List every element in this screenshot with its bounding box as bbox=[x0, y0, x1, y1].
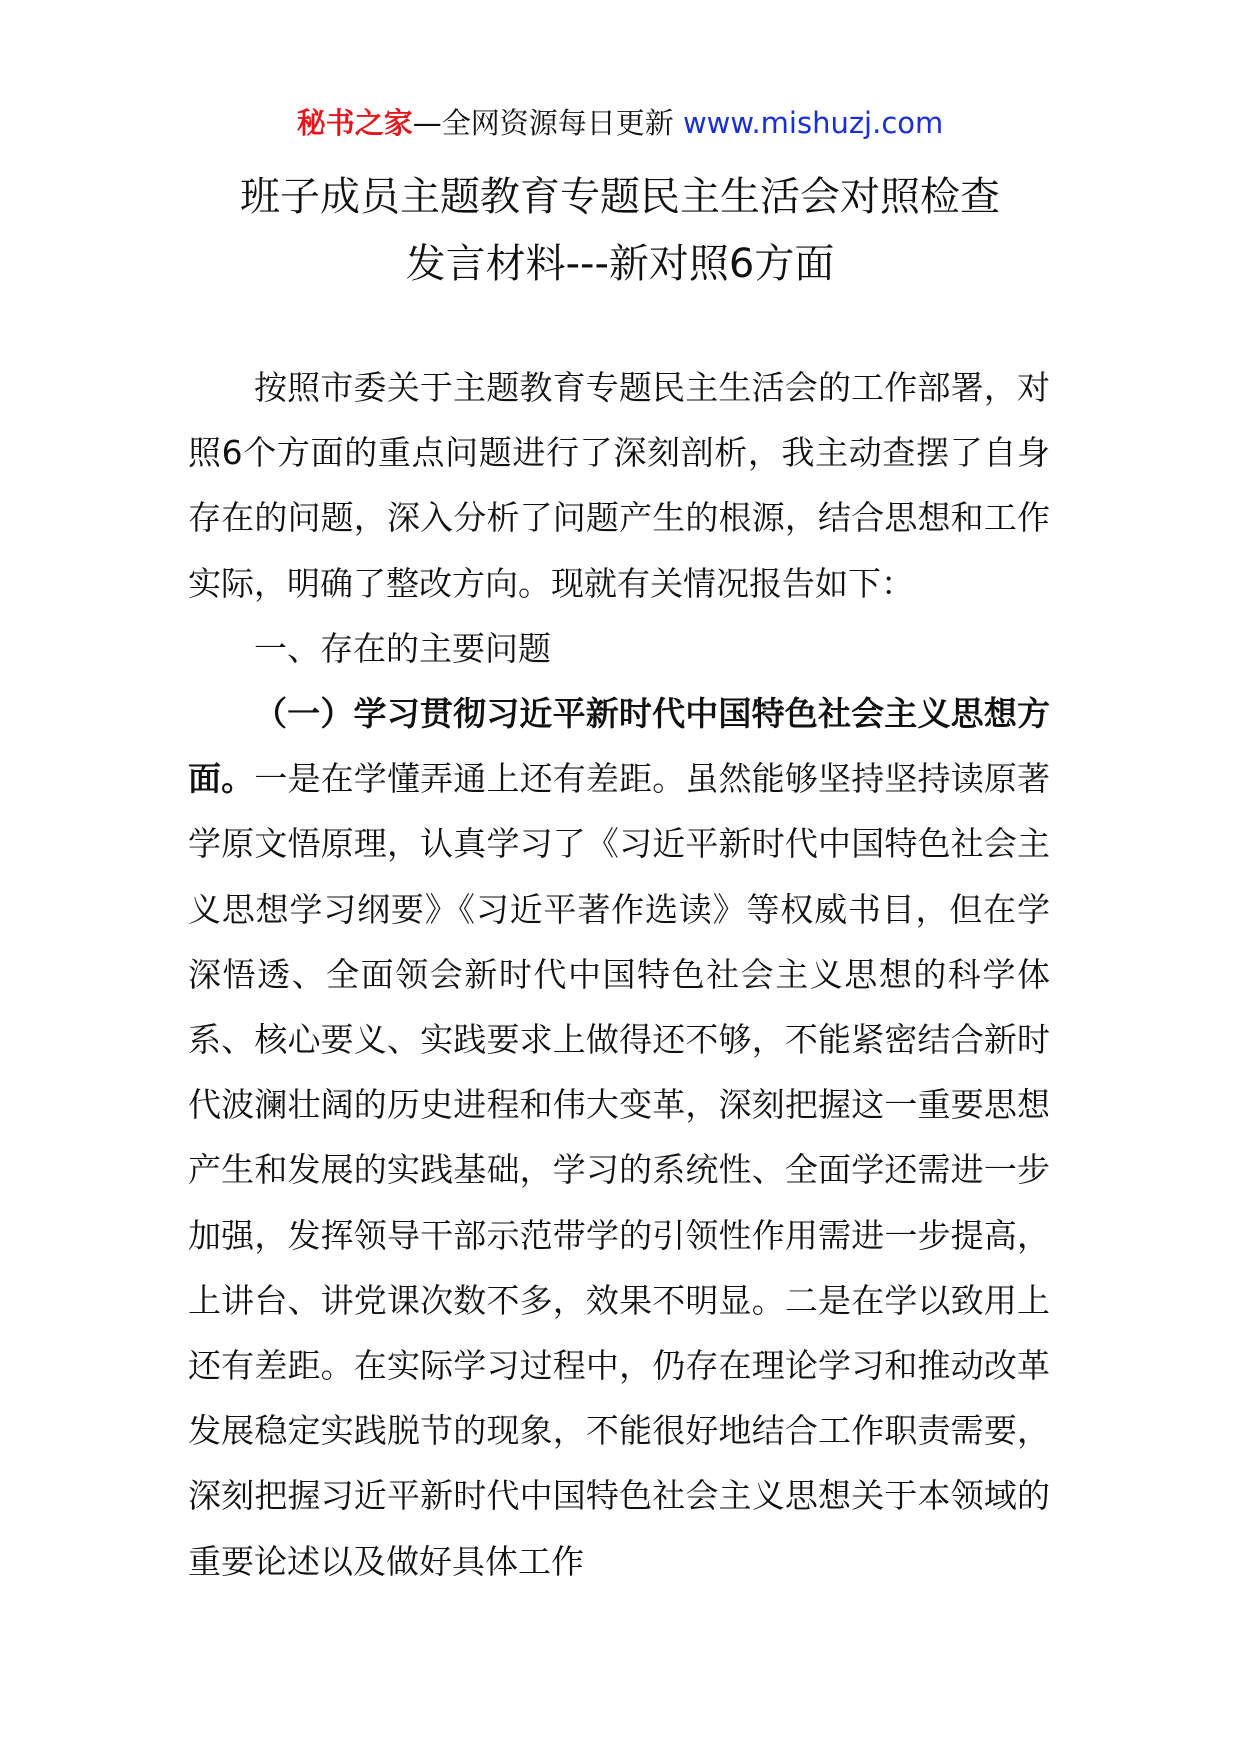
subsection-heading: （一）学习贯彻习近平新时代中国特色社会主义思想方面。 bbox=[188, 694, 1050, 799]
subsection-paragraph bbox=[188, 681, 1050, 1594]
title-line-2: 发言材料---新对照6方面 bbox=[405, 241, 835, 287]
document-title bbox=[0, 164, 1240, 298]
subsection-text: 一是在学懂弄通上还有差距。虽然能够坚持坚持读原著学原文悟原理，认真学习了《习近平新时代中国特色社会主义思想学习纲要》《习近平著作选读》等权威书目，但在学深悟透、全面领会新时代中国特色社会主义思想的科学体系、核心要义、实践要求上做得还不够，不能紧密结合新时代波澜壮阔的历史进程和伟大变革，深刻把握这一重要思想产生和发展的实践基础，学习的系统性、全面学还需进一步加强，发挥领导干部示范带学的引领性作用需进一步提高，上讲台、讲党课次数不多，效果不明显。二是在学以致用上还有差距。在实际学习过程中，仍存在理论学习和推动改革发展稳定实践脱节的现象，不能很好地结合工作职责需要，深刻把握习近平新时代中国特色社会主义思想关于本领域的重要论述以及做好具体工作 bbox=[188, 759, 1051, 1581]
section-heading: 一、存在的主要问题 bbox=[254, 628, 551, 668]
site-header bbox=[0, 100, 1240, 146]
header-tagline: —全网资源每日更新 bbox=[412, 106, 683, 140]
intro-paragraph: 按照市委关于主题教育专题民主生活会的工作部署，对照6个方面的重点问题进行了深刻剖析，我主动查摆了自身存在的问题，深入分析了问题产生的根源，结合思想和工作实际，明确了整改方向。现就有关情况报告如下： bbox=[188, 368, 1050, 603]
site-url: www.mishuzj.com bbox=[682, 106, 944, 140]
brand-name: 秘书之家 bbox=[296, 106, 413, 140]
document-body bbox=[188, 355, 1050, 1594]
title-line-1: 班子成员主题教育专题民主生活会对照检查 bbox=[240, 174, 1000, 220]
